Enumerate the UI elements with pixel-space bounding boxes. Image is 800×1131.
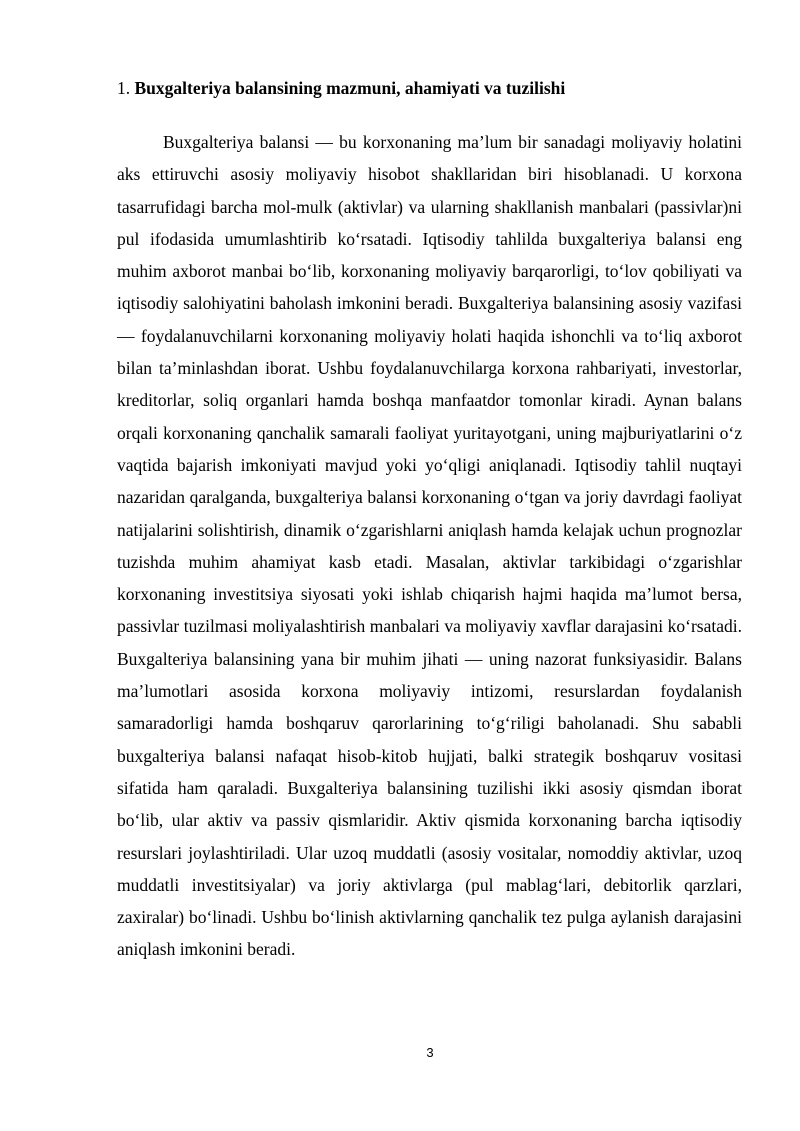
body-paragraph: Buxgalteriya balansi — bu korxonaning ma’lum bir sanadagi moliyaviy holatini aks ettiruvchi asosiy moliyaviy hisobot shakllaridan biri hisoblanadi. U korxona tasarrufidagi barcha mol-mulk (aktivlar) va ularning shakllanish manbalari (passivlar)ni pul ifodasida umumlashtirib ko‘rsatadi. Iqtisodiy tahlilda buxgalteriya balansi eng muhim axborot manbai bo‘lib, korxonaning moliyaviy barqarorligi, to‘lov qobiliyati va iqtisodiy salohiyatini baholash imkonini beradi. Buxgalteriya balansining asosiy vazifasi — foydalanuvchilarni korxonaning moliyaviy holati haqida ishonchli va to‘liq axborot bilan ta’minlashdan iborat. Ushbu foydalanuvchilarga korxona rahbariyati, investorlar, kreditorlar, soliq organlari hamda boshqa manfaatdor tomonlar kiradi. Aynan balans orqali korxonaning qanchalik samarali faoliyat yuritayotgani, uning majburiyatlarini o‘z vaqtida bajarish imkoniyati mavjud yoki yo‘qligi aniqlanadi. Iqtisodiy tahlil nuqtayi nazaridan qaralganda, buxgalteriya balansi korxonaning o‘tgan va joriy davrdagi faoliyat natijalarini solishtirish, dinamik o‘zgarishlarni aniqlash hamda kelajak uchun prognozlar tuzishda muhim ahamiyat kasb etadi. Masalan, aktivlar tarkibidagi o‘zgarishlar korxonaning investitsiya siyosati yoki ishlab chiqarish hajmi haqida ma’lumot bersa, passivlar tuzilmasi moliyalashtirish manbalari va moliyaviy xavflar darajasini ko‘rsatadi. Buxgalteriya balansining yana bir muhim jihati — uning nazorat funksiyasidir. Balans ma’lumotlari asosida korxona moliyaviy intizomi, resurslardan foydalanish samaradorligi hamda boshqaruv qarorlarining to‘g‘riligi baholanadi. Shu sababli buxgalteriya balansi nafaqat hisob-kitob hujjati, balki strategik boshqaruv vositasi sifatida ham qaraladi. Buxgalteriya balansining tuzilishi ikki asosiy qismdan iborat bo‘lib, ular aktiv va passiv qismlaridir. Aktiv qismida korxonaning barcha iqtisodiy resurslari joylashtiriladi. Ular uzoq muddatli (asosiy vositalar, nomoddiy aktivlar, uzoq muddatli investitsiyalar) va joriy aktivlarga (pul mablag‘lari, debitorlik qarzlari, zaxiralar) bo‘linadi. Ushbu bo‘linish aktivlarning qanchalik tez pulga aylanish darajasini aniqlash imkonini beradi. [117,132,742,960]
section-title: Buxgalteriya balansining mazmuni, ahamiyati va tuzilishi [134,78,566,98]
page-number: 3 [426,1045,434,1060]
section-heading [117,76,757,100]
section-number: 1. [117,78,131,98]
